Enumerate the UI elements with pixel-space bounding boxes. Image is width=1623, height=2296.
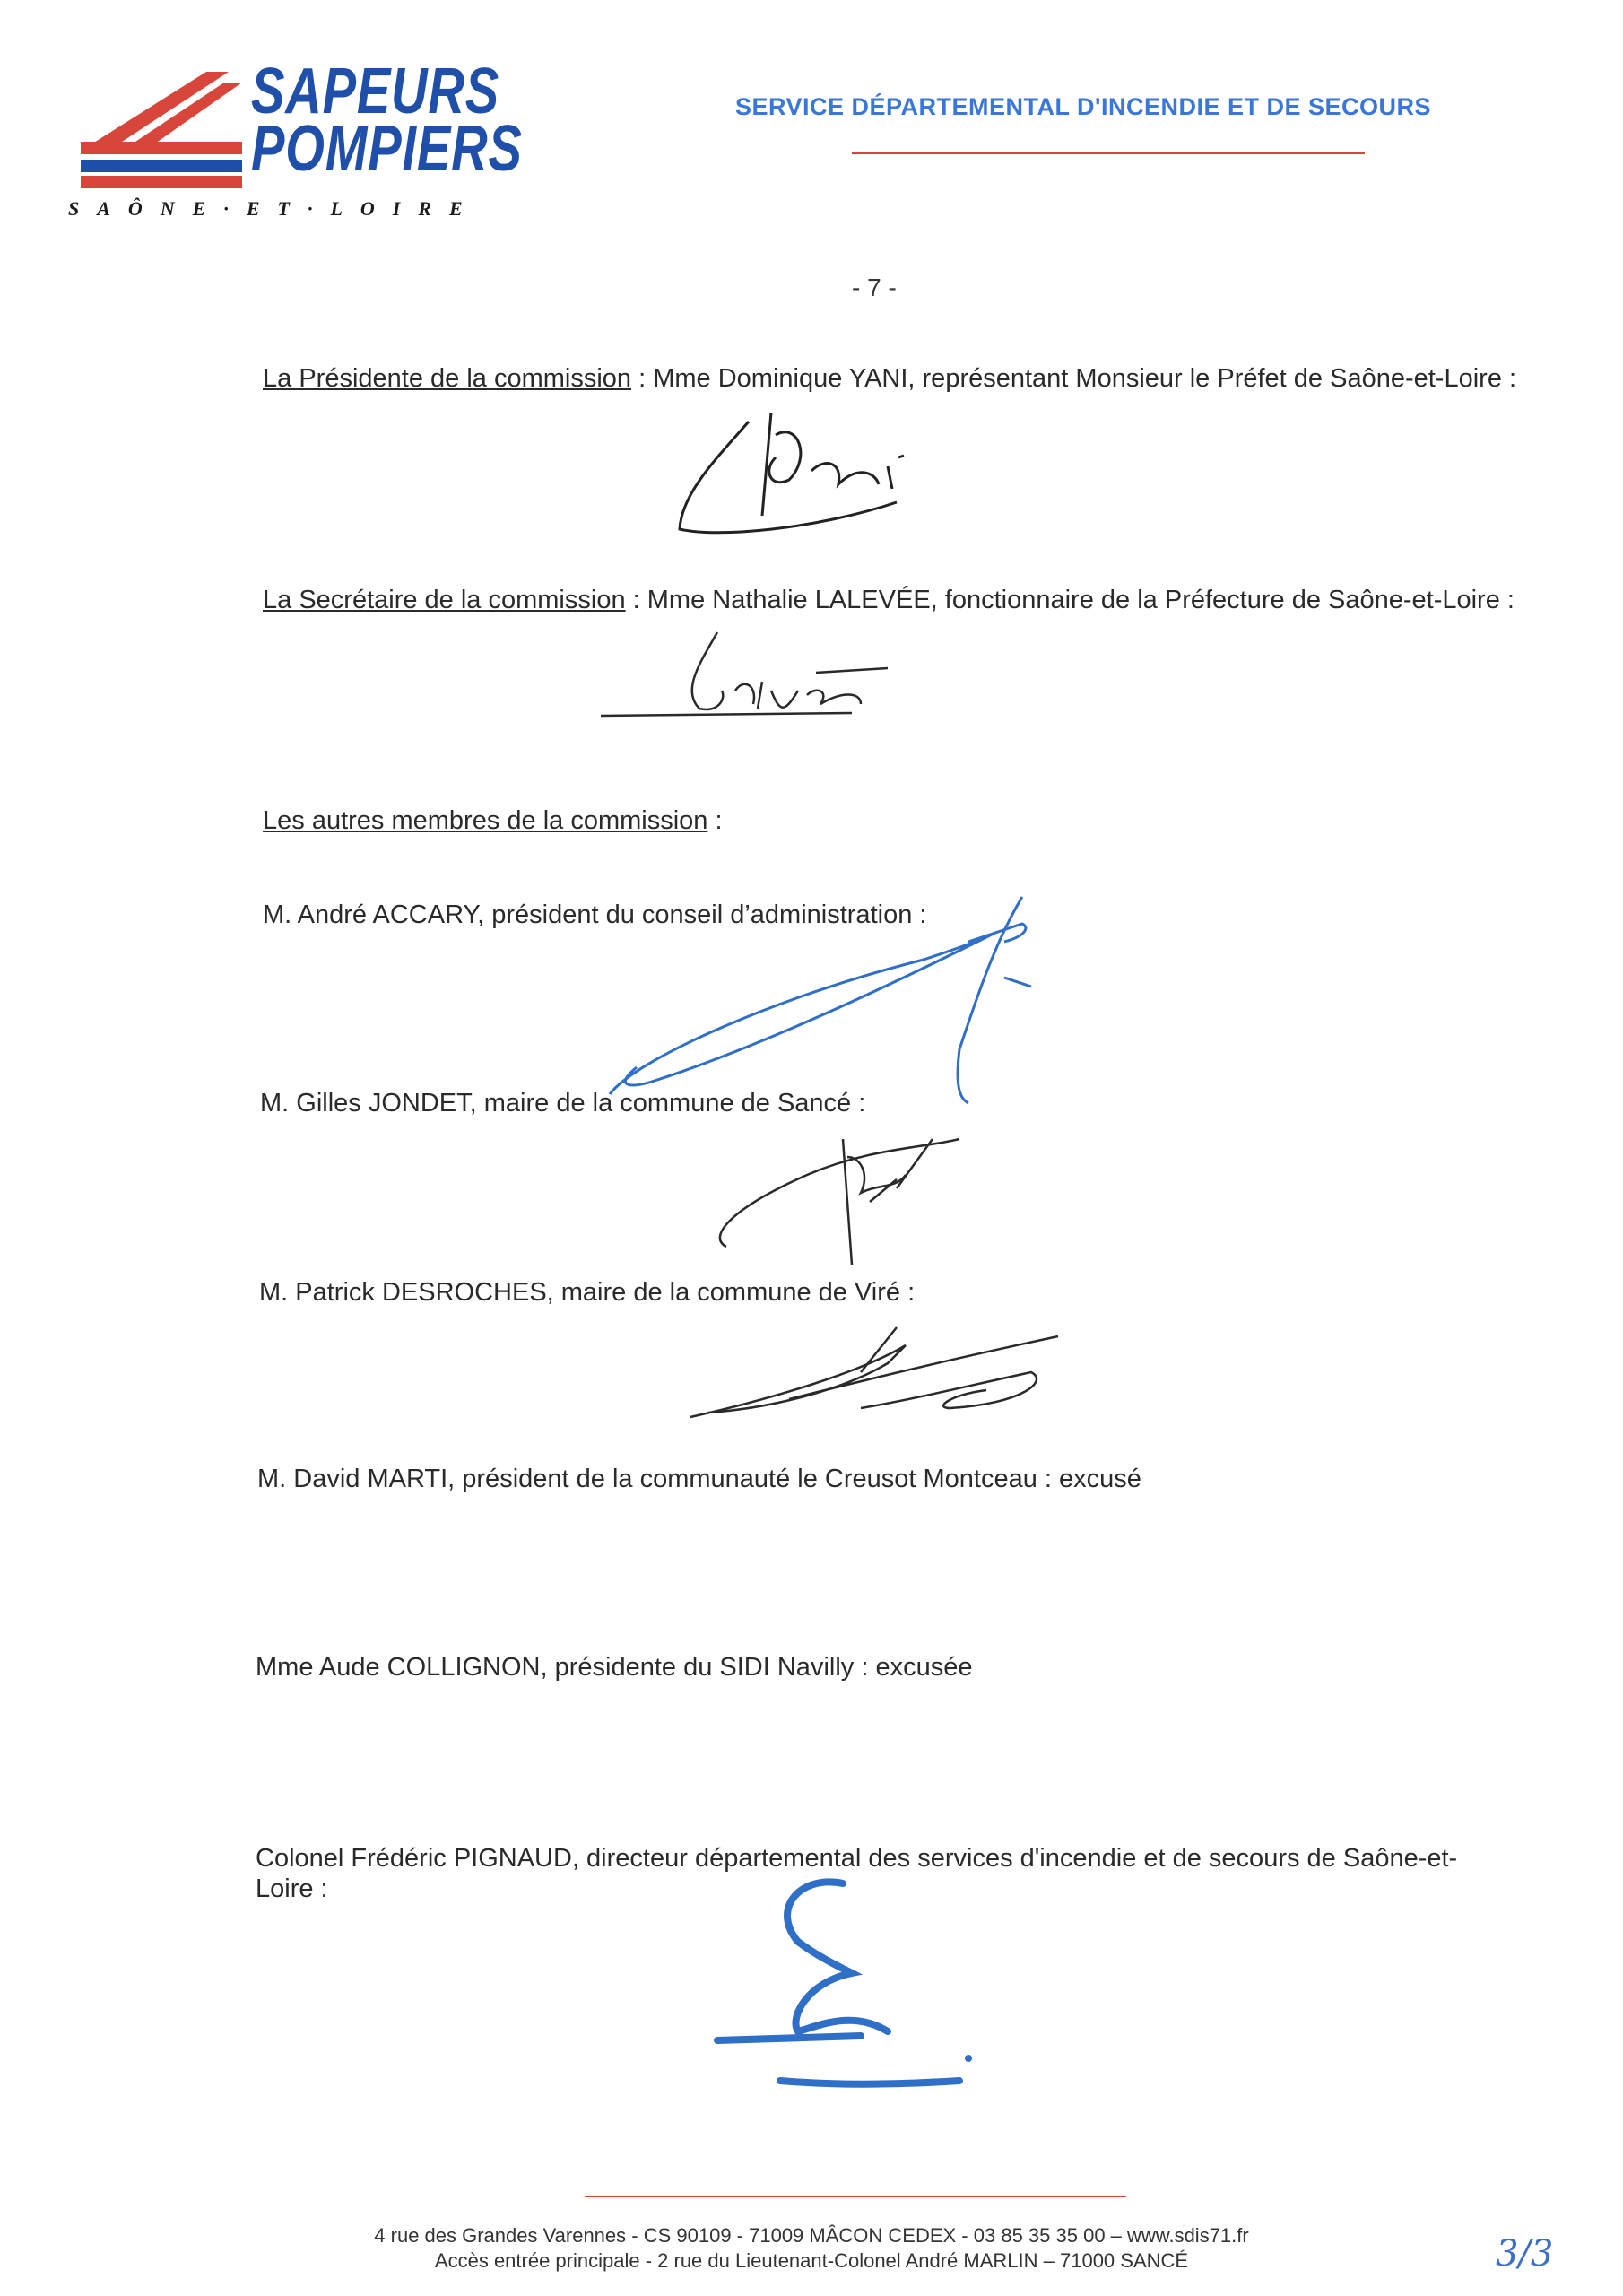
handwritten-page-note: 3/3	[1496, 2233, 1554, 2274]
pignaud-signature	[708, 1866, 995, 2099]
president-role: La Présidente de la commission	[263, 364, 632, 393]
secretary-signature	[592, 628, 915, 726]
footer-access: Accès entrée principale - 2 rue du Lieutenant-Colonel André MARLIN – 71000 SANCÉ	[434, 2249, 1189, 2272]
president-signature	[664, 404, 968, 547]
logo-subtitle: SAÔNE·ET·LOIRE	[68, 197, 481, 220]
others-heading-colon: :	[707, 806, 723, 835]
member-pignaud: Colonel Frédéric PIGNAUD, directeur départemental des services d'incendie et de secours de Saône-et-Loire :	[256, 1844, 1458, 1903]
secretary-paragraph	[263, 585, 1581, 615]
logo-line-2: POMPIERS	[251, 113, 523, 185]
others-heading: Les autres membres de la commission	[263, 806, 708, 835]
accary-signature	[601, 888, 1085, 1121]
sapeurs-pompiers-logo	[63, 56, 523, 233]
page-number: - 7 -	[852, 274, 897, 301]
logo-wordmark	[251, 56, 523, 185]
president-text: : Mme Dominique YANI, représentant Monsieur le Préfet de Saône-et-Loire :	[631, 364, 1517, 393]
footer-divider	[585, 2196, 1126, 2197]
president-paragraph	[263, 363, 1581, 394]
desroches-signature	[681, 1318, 1094, 1426]
logo-line-1: SAPEURS	[251, 56, 499, 127]
member-marti: M. David MARTI, président de la communauté le Creusot Montceau : excusé	[257, 1465, 1141, 1493]
secretary-text: : Mme Nathalie LALEVÉE, fonctionnaire de la Préfecture de Saône-et-Loire :	[625, 586, 1515, 614]
member-desroches: M. Patrick DESROCHES, maire de la commune de Viré :	[259, 1278, 916, 1307]
member-jondet: M. Gilles JONDET, maire de la commune de Sancé :	[260, 1089, 866, 1118]
header-divider	[852, 152, 1365, 154]
logo-stripes-icon	[63, 63, 260, 188]
footer-address: 4 rue des Grandes Varennes - CS 90109 - 71009 MÂCON CEDEX - 03 85 35 35 00 – www.sdis71.fr	[374, 2224, 1249, 2247]
service-title: SERVICE DÉPARTEMENTAL D'INCENDIE ET DE SECOURS	[735, 93, 1432, 120]
member-collignon: Mme Aude COLLIGNON, présidente du SIDI Navilly : excusée	[256, 1653, 973, 1682]
member-accary: M. André ACCARY, président du conseil d’administration :	[263, 900, 927, 929]
secretary-role: La Secrétaire de la commission	[263, 586, 626, 614]
jondet-signature	[690, 1103, 977, 1274]
others-heading-line	[263, 805, 723, 836]
